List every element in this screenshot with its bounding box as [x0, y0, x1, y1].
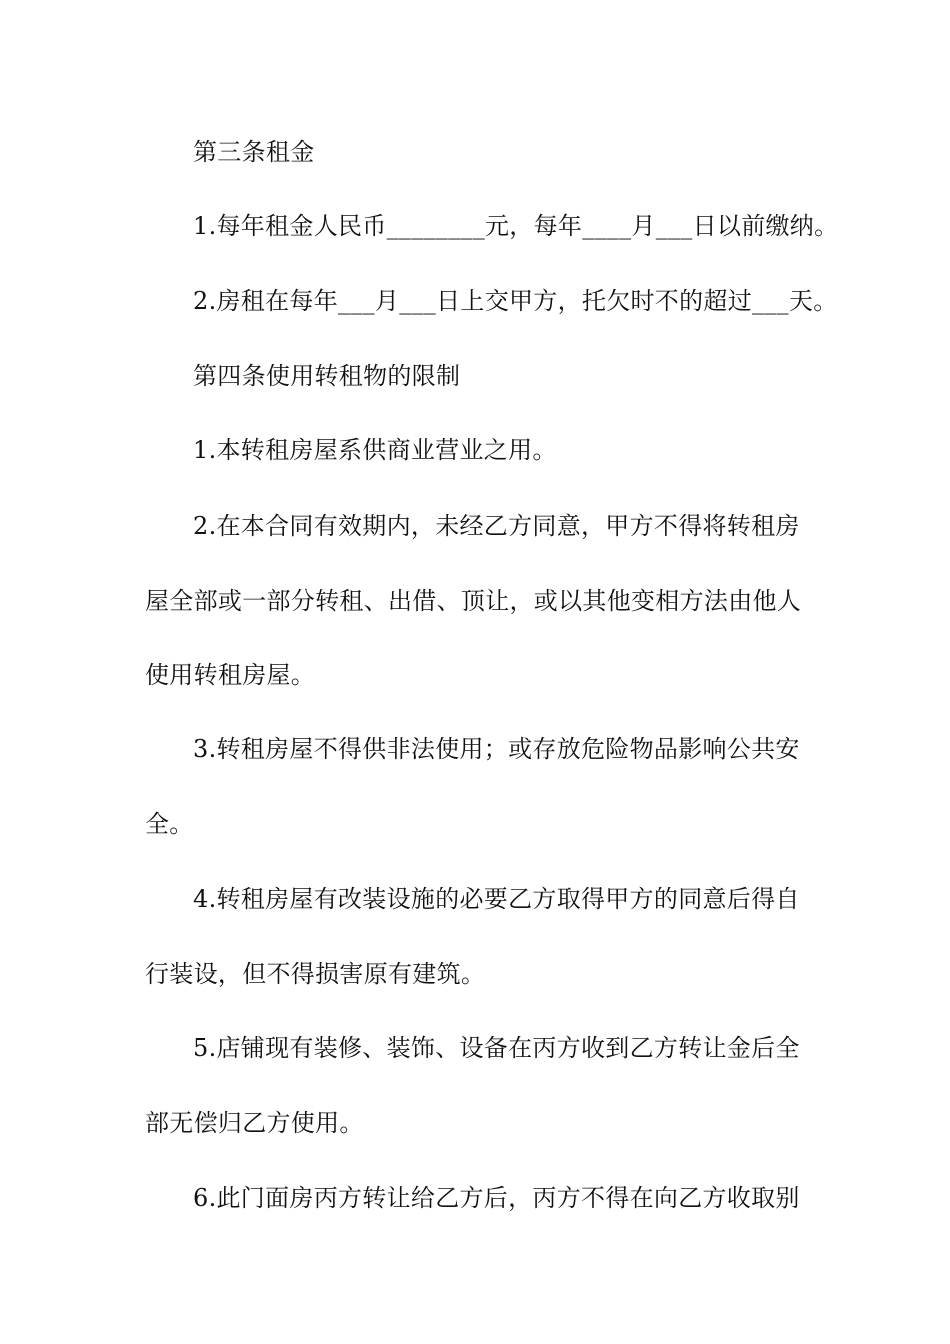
paragraph-line: 2.在本合同有效期内，未经乙方同意，甲方不得将转租房 [193, 512, 800, 540]
section-heading-rent: 第三条租金 [193, 138, 315, 166]
paragraph-line: 1.每年租金人民币________元，每年____月___日以前缴纳。 [193, 212, 839, 240]
section-heading-usage-limits: 第四条使用转租物的限制 [193, 362, 461, 390]
paragraph-line: 行装设，但不得损害原有建筑。 [145, 960, 486, 988]
paragraph-line: 屋全部或一部分转租、出借、顶让，或以其他变相方法由他人 [145, 587, 802, 615]
paragraph-line: 1.本转租房屋系供商业营业之用。 [193, 436, 557, 464]
paragraph-line: 2.房租在每年___月___日上交甲方，托欠时不的超过___天。 [193, 287, 838, 315]
paragraph-line: 3.转租房屋不得供非法使用；或存放危险物品影响公共安 [193, 735, 800, 763]
paragraph-line: 5.店铺现有装修、装饰、设备在丙方收到乙方转让金后全 [193, 1034, 800, 1062]
paragraph-line: 全。 [145, 810, 194, 838]
paragraph-line: 部无偿归乙方使用。 [145, 1109, 364, 1137]
paragraph-line: 4.转租房屋有改装设施的必要乙方取得甲方的同意后得自 [193, 885, 800, 913]
paragraph-line: 使用转租房屋。 [145, 661, 316, 689]
paragraph-line: 6.此门面房丙方转让给乙方后，丙方不得在向乙方收取别 [193, 1184, 800, 1212]
